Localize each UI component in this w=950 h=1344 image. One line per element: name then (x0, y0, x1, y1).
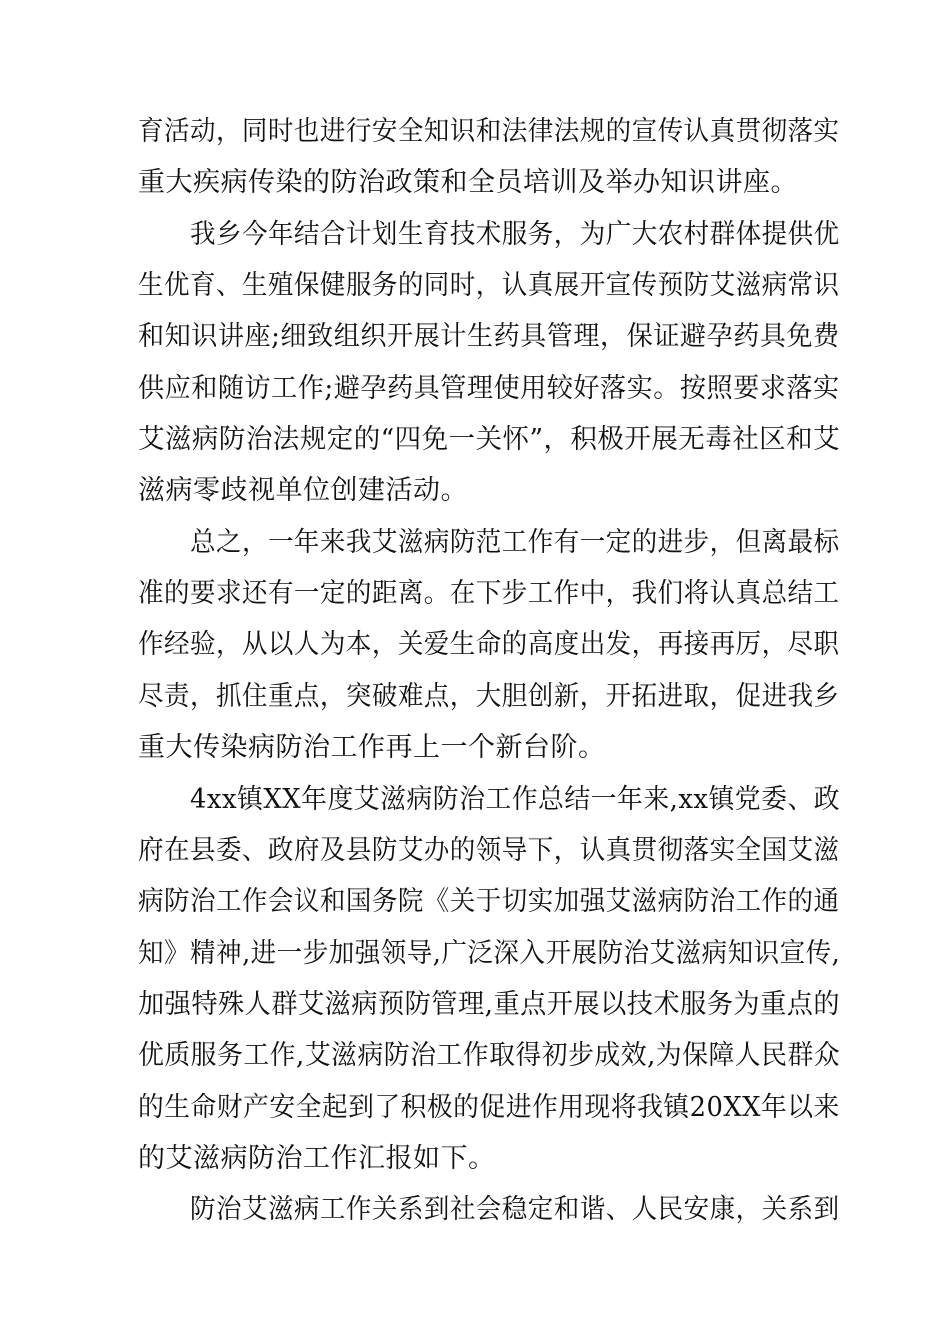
text-line: 和知识讲座;细致组织开展计生药具管理，保证避孕药具免费 (138, 321, 840, 352)
text-line: 育活动，同时也进行安全知识和法律法规的宣传认真贯彻落实 (138, 116, 840, 147)
paragraph-start-line: 总之，一年来我艾滋病防范工作有一定的进步，但离最标 (190, 527, 840, 558)
text-line: 知》精神,进一步加强领导,广泛深入开展防治艾滋病知识宣传, (138, 938, 841, 969)
text-line: 生优育、生殖保健服务的同时，认真展开宣传预防艾滋病常识 (138, 270, 840, 301)
text-line: 供应和随访工作;避孕药具管理使用较好落实。按照要求落实 (138, 373, 840, 404)
text-line: 加强特殊人群艾滋病预防管理,重点开展以技术服务为重点的 (138, 989, 841, 1020)
text-line: 重大疾病传染的防治政策和全员培训及举办知识讲座。 (138, 167, 798, 198)
text-line: 病防治工作会议和国务院《关于切实加强艾滋病防治工作的通 (138, 886, 840, 917)
text-line: 滋病零歧视单位创建活动。 (138, 475, 468, 506)
paragraph-start-line: 我乡今年结合计划生育技术服务，为广大农村群体提供优 (190, 219, 840, 250)
text-line: 艾滋病防治法规定的“四免一关怀”，积极开展无毒社区和艾 (138, 424, 841, 455)
paragraph-start-line: 4xx镇XX年度艾滋病防治工作总结一年来,xx镇党委、政 (190, 784, 841, 815)
paragraph-start-line: 防治艾滋病工作关系到社会稳定和谐、人民安康，关系到 (190, 1194, 840, 1225)
text-line: 作经验，从以人为本，关爱生命的高度出发，再接再厉，尽职 (138, 629, 840, 660)
text-line: 重大传染病防治工作再上一个新台阶。 (138, 732, 606, 763)
text-line: 府在县委、政府及县防艾办的领导下，认真贯彻落实全国艾滋 (138, 835, 840, 866)
text-line: 尽责，抓住重点，突破难点，大胆创新，开拓进取，促进我乡 (138, 681, 840, 712)
text-line: 准的要求还有一定的距离。在下步工作中，我们将认真总结工 (138, 578, 840, 609)
text-line: 优质服务工作,艾滋病防治工作取得初步成效,为保障人民群众 (138, 1040, 841, 1071)
text-line: 的艾滋病防治工作汇报如下。 (138, 1143, 496, 1174)
text-line: 的生命财产安全起到了积极的促进作用现将我镇20XX年以来 (138, 1092, 840, 1123)
